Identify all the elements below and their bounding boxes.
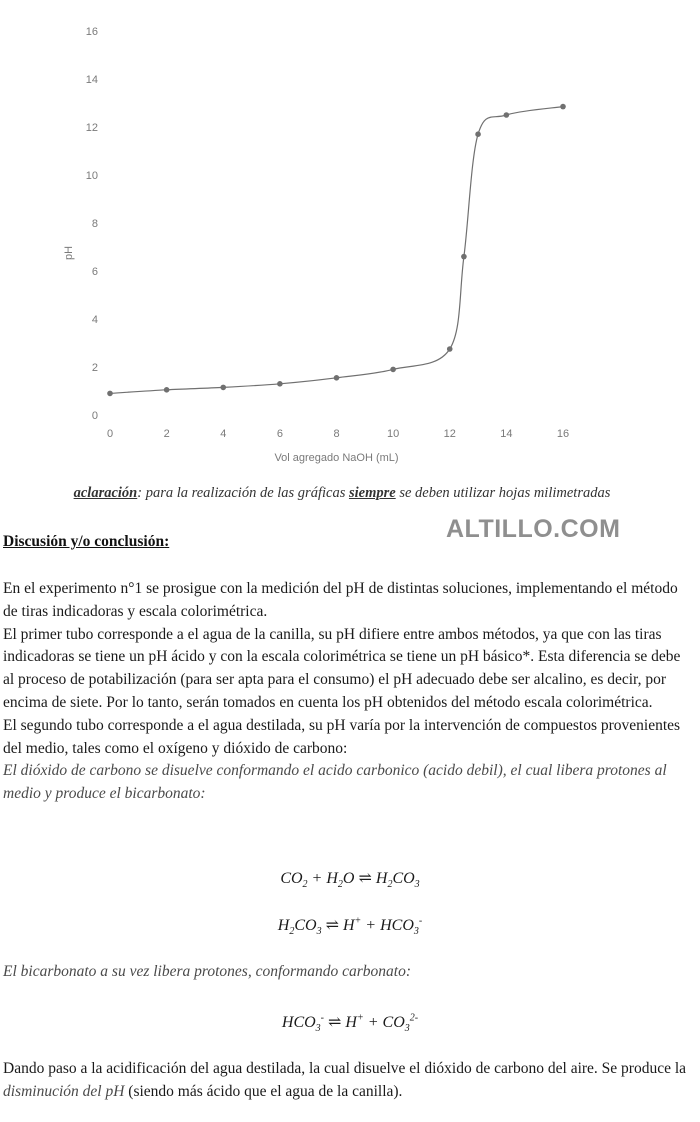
eq1-arrow: ⇌ [354, 870, 376, 887]
section-heading [3, 533, 169, 551]
eq2-sup-minus: - [418, 915, 423, 927]
x-tick-label: 12 [443, 428, 456, 440]
eq1-sub: 2 [302, 879, 308, 891]
eq2-h: H [277, 917, 290, 934]
x-axis-title: Vol agregado NaOH (mL) [274, 452, 399, 464]
y-tick-label: 6 [91, 266, 98, 278]
p6-part-a: Dando paso a la acidificación del agua destilada, la cual disuelve el dióxido de carbono del aire. Se produce la [3, 1060, 687, 1077]
p6-emphasis: disminución del pH [3, 1082, 125, 1100]
eq2-sup-plus: + [354, 915, 362, 927]
data-point [504, 112, 510, 118]
data-point [461, 254, 467, 260]
eq1-o: O [342, 870, 355, 887]
equation-2 [0, 915, 700, 937]
data-point [447, 346, 453, 352]
series-line [110, 107, 563, 394]
eq2-arrow: ⇌ [321, 917, 343, 934]
paragraph-5: El bicarbonato a su vez libera protones, conformando carbonato: [3, 963, 411, 980]
paragraph-3: El segundo tubo corresponde a el agua destilada, su pH varía por la intervención de compuestos provenientes del medio, tales como el oxígeno y dióxido de carbono: [3, 716, 681, 757]
y-tick-label: 2 [91, 362, 98, 374]
discussion-body [3, 578, 693, 806]
titration-chart [0, 0, 700, 470]
y-tick-label: 16 [85, 26, 98, 38]
x-tick-label: 10 [387, 428, 400, 440]
data-point [560, 104, 566, 110]
eq3-hco: HCO [281, 1014, 316, 1031]
eq1-plus: + H [307, 870, 338, 887]
eq1-sub-c: 2 [387, 879, 393, 891]
eq2-sub-3b: 3 [413, 926, 419, 938]
eq1-sub-b: 2 [337, 879, 343, 891]
eq3-sub-3b: 3 [404, 1023, 410, 1035]
data-point [107, 391, 113, 397]
data-point [277, 381, 283, 387]
watermark-logo: ALTILLO.COM [446, 515, 621, 543]
note-end: se deben utilizar hojas milimetradas [395, 485, 611, 501]
paragraph-1: En el experimento n°1 se prosigue con la medición del pH de distintas soluciones, implementando el método de tiras indicadoras y escala colorimétrica. [3, 580, 678, 620]
eq3-h: H [345, 1014, 357, 1031]
eq1-co: CO [280, 870, 303, 887]
x-tick-label: 16 [556, 428, 570, 440]
y-tick-label: 10 [85, 170, 98, 182]
heading-colon: : [164, 533, 170, 550]
chart-svg [0, 0, 700, 470]
paragraph-2: El primer tubo corresponde a el agua de la canilla, su pH difiere entre ambos métodos, ya que con las tiras indicadoras se tiene un pH ácido y con la escala colorimétrica se tiene un pH básico*. Esta diferencia se debe al proceso de potabilización (para ser apta para el consumo) el pH adecuado debe ser alcalino, es decir, por encima de siete. Por lo tanto, serán tomados en cuenta los pH obtenidos del método escala colorimétrica. [3, 625, 681, 711]
eq1-co3: CO [392, 870, 415, 887]
x-tick-label: 14 [500, 428, 513, 440]
data-point [334, 375, 340, 381]
data-point [220, 385, 226, 391]
eq2-co: CO [294, 917, 317, 934]
y-tick-label: 8 [91, 218, 98, 230]
data-point [475, 131, 481, 137]
note-emphasis: siempre [348, 485, 396, 501]
eq2-plus: + HCO [361, 917, 414, 934]
paragraph-6 [3, 1058, 693, 1104]
eq1-h: H [375, 870, 388, 887]
note-term: aclaración [73, 485, 138, 501]
eq3-sup-charge: 2- [409, 1012, 419, 1024]
x-tick-label: 2 [163, 428, 170, 440]
x-tick-label: 6 [276, 428, 283, 440]
data-point [390, 367, 396, 373]
graph-note [0, 485, 684, 502]
eq3-sup-minus: - [320, 1012, 325, 1024]
p6-part-c: (siendo más ácido que el agua de la canilla). [124, 1082, 403, 1100]
equation-1 [0, 868, 700, 890]
eq2-hplus: H [342, 917, 355, 934]
y-tick-label: 4 [91, 314, 98, 326]
eq1-sub-3: 3 [414, 879, 420, 891]
y-tick-label: 14 [85, 74, 98, 86]
eq2-sub: 2 [289, 926, 295, 938]
eq3-arrow: ⇌ [324, 1014, 346, 1031]
x-tick-label: 4 [220, 428, 227, 440]
x-tick-label: 0 [106, 428, 114, 440]
x-tick-label: 8 [333, 428, 340, 440]
eq3-sup-plus: + [356, 1012, 364, 1024]
note-mid: : para la realización de las gráficas [137, 485, 349, 501]
heading-text: Discusión y/o conclusión [3, 533, 165, 550]
y-tick-label: 12 [85, 122, 98, 134]
equation-3 [0, 1012, 700, 1034]
y-tick-label: 0 [91, 410, 98, 422]
paragraph-4: El dióxido de carbono se disuelve conformando el acido carbonico (acido debil), el cual libera protones al medio y produce el bicarbonato: [3, 762, 667, 803]
eq2-sub-3: 3 [316, 926, 322, 938]
data-point [164, 387, 170, 393]
y-axis-title: pH [63, 245, 75, 261]
eq3-sub-3: 3 [315, 1023, 321, 1035]
eq3-plus: + CO [363, 1014, 405, 1031]
